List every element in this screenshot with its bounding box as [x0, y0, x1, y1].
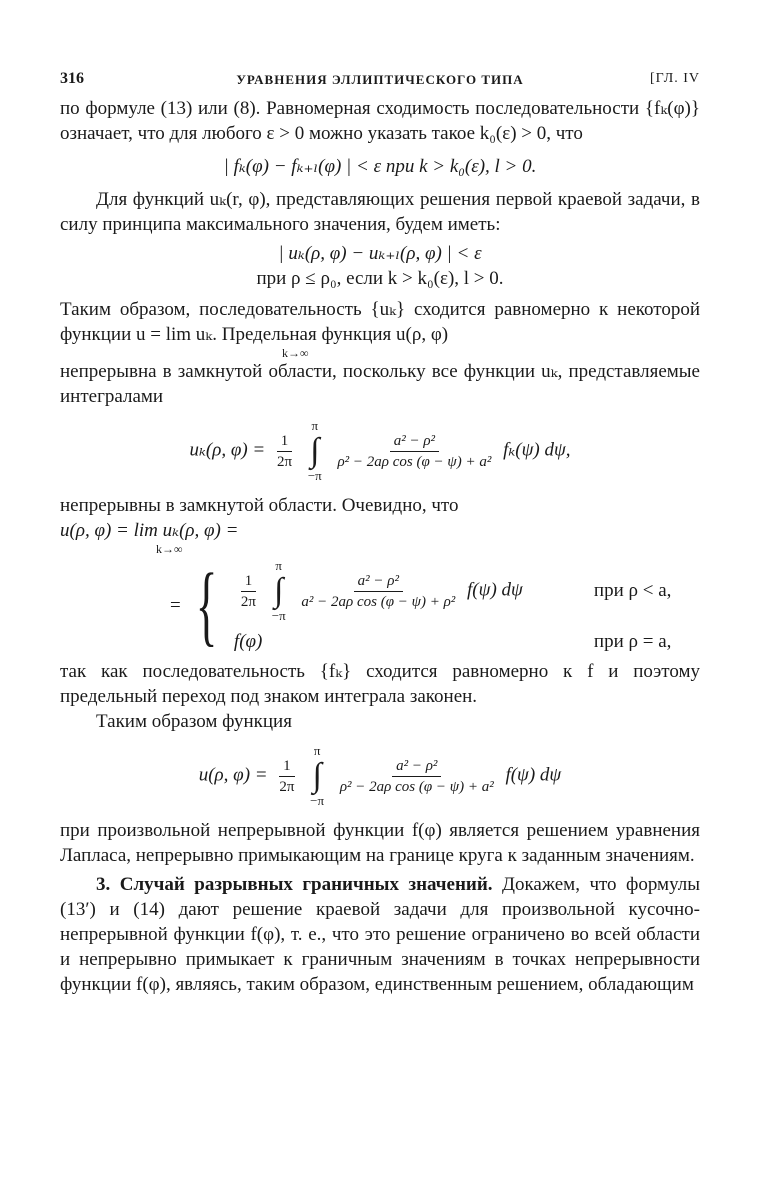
eq5-integral-lower: −π — [310, 793, 325, 808]
paragraph-7: при произвольной непрерывной функции f(φ) является решением уравнения Лапласа, непрерывно примыкающим на границе круга к заданным значениям. — [60, 820, 700, 866]
case-row-1 — [234, 559, 744, 623]
book-page — [60, 70, 700, 997]
eq3-coef-num: 1 — [277, 431, 293, 452]
eq4-limit-subscript: k→∞ — [156, 542, 183, 556]
eq3-num: a² − ρ² — [390, 431, 439, 452]
eq4-coef-num: 1 — [241, 571, 257, 592]
eq3-tail: fₖ(ψ) dψ, — [503, 439, 571, 461]
eq4-num: a² − ρ² — [354, 571, 403, 592]
case-1-expr — [234, 559, 594, 623]
equation-4-lhs: u(ρ, φ) = lim uₖ(ρ, φ) = — [60, 520, 239, 541]
paragraph-6: Таким образом функция — [96, 711, 292, 732]
eq4-coefficient — [237, 571, 260, 612]
eq4-tail: f(ψ) dψ — [467, 579, 523, 601]
eq4-integral-sign: π ∫ −π — [271, 558, 286, 623]
case-2-condition: при ρ = a, — [593, 631, 672, 652]
case-2-expr: f(φ) — [233, 631, 263, 652]
eq5-integral-sign: π ∫ −π — [310, 743, 325, 808]
eq5-coef-den: 2π — [279, 778, 295, 795]
paragraph-8 — [60, 872, 700, 997]
integral-upper: π — [311, 418, 319, 433]
paragraph-8-body: Докажем, что формулы (13′) и (14) дают решение краевой задачи для произвольной кусочно-непрерывной функции f(φ), т. е., что это решение ограничено во всей области и непрерывно примыкает к граничным значениям в точках непрерывности функции f(φ), являясь, таким образом, единственным решением, обладающим — [60, 874, 700, 995]
limit-subscript: k→∞ — [282, 346, 309, 360]
eq4-equals: = — [170, 595, 181, 616]
case-1-condition: при ρ < a, — [593, 580, 672, 601]
eq5-kernel — [336, 756, 498, 797]
eq3-kernel — [333, 431, 495, 472]
eq4-coef-den: 2π — [240, 593, 256, 610]
eq5-coefficient — [275, 756, 298, 797]
eq3-lhs: uₖ(ρ, φ) = — [189, 439, 266, 461]
equation-2b: при ρ ≤ ρ₀, если k > k₀(ε), l > 0. — [256, 268, 504, 289]
eq3-coef-den: 2π — [276, 453, 293, 470]
eq4-integral-upper: π — [275, 558, 282, 573]
equation-3 — [60, 419, 700, 483]
section-heading: 3. Случай разрывных граничных значений. — [96, 874, 493, 895]
eq5-tail: f(ψ) dψ — [505, 764, 562, 786]
eq3-den: ρ² − 2aρ cos (φ − ψ) + a² — [337, 453, 492, 470]
eq5-coef-num: 1 — [279, 756, 295, 777]
paragraph-1: по формуле (13) или (8). Равномерная сходимость последовательности {fₖ(φ)} означает, что для любого ε > 0 можно указать такое k₀(ε) > 0, что — [60, 98, 700, 144]
equation-2a: | uₖ(ρ, φ) − uₖ₊ₗ(ρ, φ) | < ε — [278, 243, 482, 264]
equation-1: | fₖ(φ) − fₖ₊ₗ(φ) | < ε при k > k₀(ε), l > 0. — [223, 156, 537, 177]
running-header — [60, 70, 700, 96]
eq3-coefficient — [273, 431, 296, 472]
paragraph-3b: непрерывна в замкнутой области, поскольку все функции uₖ, представляемые интегралами — [60, 361, 700, 407]
eq4-den: a² − 2aρ cos (φ − ψ) + ρ² — [301, 593, 456, 610]
paragraph-4: непрерывны в замкнутой области. Очевидно, что — [60, 495, 459, 516]
eq4-integral-lower: −π — [271, 608, 286, 623]
eq5-den: ρ² − 2aρ cos (φ − ψ) + a² — [339, 778, 494, 795]
integral-sign: π ∫ −π — [307, 418, 322, 483]
case-row-2 — [234, 631, 744, 653]
chapter-label: [ГЛ. IV — [650, 71, 700, 86]
eq5-integral-upper: π — [313, 743, 321, 758]
eq4-kernel — [297, 571, 459, 612]
equation-4-cases — [170, 556, 700, 655]
equation-5 — [60, 744, 700, 808]
page-number: 316 — [60, 70, 84, 87]
integral-lower: −π — [307, 468, 322, 483]
eq5-lhs: u(ρ, φ) = — [198, 764, 268, 786]
case-rows — [234, 559, 744, 653]
paragraph-3a: Таким образом, последовательность {uₖ} сходится равномерно к некоторой функции u = lim uₖ. Предельная функция u(ρ, φ) — [60, 299, 700, 345]
running-title: УРАВНЕНИЯ ЭЛЛИПТИЧЕСКОГО ТИПА — [236, 72, 524, 87]
eq5-num: a² − ρ² — [392, 756, 441, 777]
cases-brace: { — [195, 556, 218, 655]
paragraph-5: так как последовательность {fₖ} сходится равномерно к f и поэтому предельный переход под знаком интеграла законен. — [60, 661, 700, 707]
paragraph-2: Для функций uₖ(r, φ), представляющих решения первой краевой задачи, в силу принципа максимального значения, будем иметь: — [60, 189, 700, 235]
